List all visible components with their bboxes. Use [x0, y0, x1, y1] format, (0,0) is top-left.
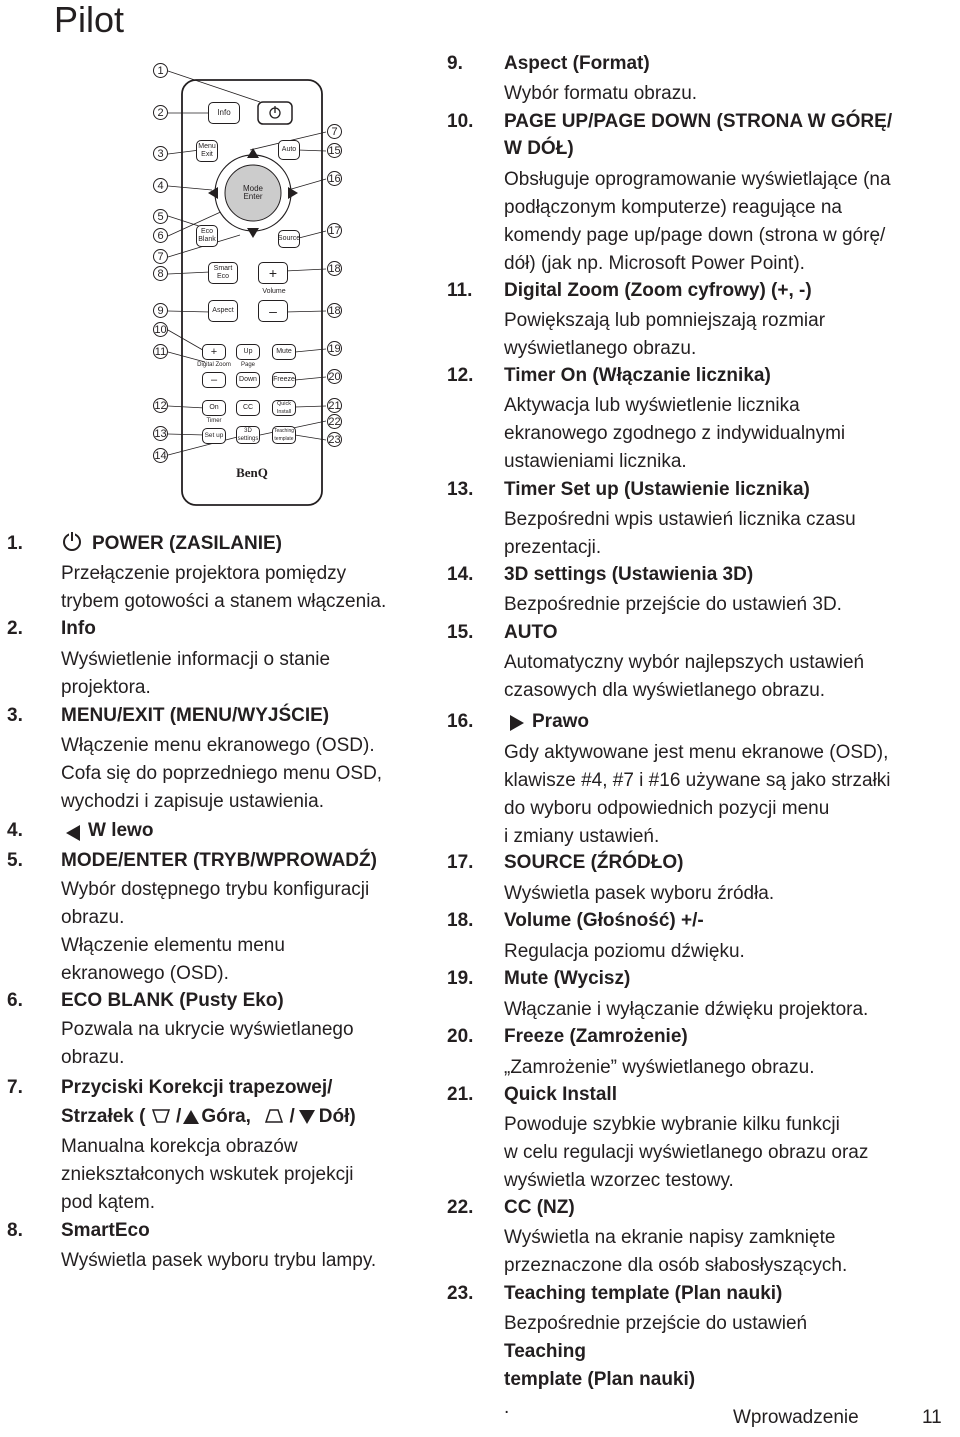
item-12-number: 12.	[447, 365, 474, 386]
item-11-number: 11.	[447, 280, 473, 301]
page-label: Page	[240, 362, 255, 368]
volume-label: Volume	[262, 288, 286, 295]
item-3-description: Włączenie menu ekranowego (OSD). Cofa się do poprzedniego menu OSD, wychodzi i zapisuje ustawienia.	[61, 735, 383, 812]
item-8-description: Wyświetla pasek wyboru trybu lampy.	[61, 1250, 377, 1271]
timer-set-up-button[interactable]: Set up	[202, 428, 226, 444]
item-13-number: 13.	[447, 479, 474, 500]
item-21-heading: Quick Install	[504, 1084, 617, 1105]
page-title: Pilot	[54, 0, 125, 40]
mute-button[interactable]: Mute	[272, 344, 296, 360]
item-18-description: Regulacja poziomu dźwięku.	[504, 941, 745, 962]
item-9-heading: Aspect (Format)	[504, 53, 650, 74]
callout-17: 17	[328, 224, 341, 237]
info-button[interactable]: Info	[208, 102, 240, 124]
left-arrow-icon	[66, 825, 80, 841]
up-arrow-icon	[183, 1110, 199, 1124]
callout-3: 3	[153, 146, 168, 161]
item-15-heading: AUTO	[504, 622, 558, 643]
callout-1: 1	[153, 63, 168, 78]
auto-button[interactable]: Auto	[278, 140, 300, 160]
footer-page-number: 11	[922, 1407, 942, 1428]
zoom-plus-button[interactable]: +	[202, 344, 226, 360]
item-21-description: Powoduje szybkie wybranie kilku funkcji w celu regulacji wyświetlanego obrazu oraz wyświetla wzorzec testowy.	[504, 1114, 869, 1191]
page-up-button[interactable]: Up	[236, 344, 260, 360]
callout-13: 13	[154, 427, 167, 440]
smart-eco-button[interactable]: Smart Eco	[208, 262, 238, 284]
item-23-number: 23.	[447, 1283, 474, 1304]
callout-18b: 18	[328, 304, 341, 317]
keystone-down-icon	[264, 1108, 284, 1124]
callout-2: 2	[153, 105, 168, 120]
item-11-heading: Digital Zoom (Zoom cyfrowy) (+, -)	[504, 280, 812, 301]
3d-settings-button[interactable]: 3D settings	[237, 428, 259, 442]
callout-15: 15	[328, 144, 341, 157]
item-11-description: Powiększają lub pomniejszają rozmiar wyświetlanego obrazu.	[504, 310, 826, 359]
item-20-heading: Freeze (Zamrożenie)	[504, 1026, 688, 1047]
item-7-heading-line2: Strzałek ( / Góra, / Dół)	[61, 1106, 356, 1127]
volume-minus-button[interactable]: –	[258, 300, 288, 322]
callout-11: 11	[154, 345, 167, 358]
item-12-heading: Timer On (Włączanie licznika)	[504, 365, 771, 386]
item-8-heading: SmartEco	[61, 1220, 150, 1241]
callout-16: 16	[328, 172, 341, 185]
item-16-description: Gdy aktywowane jest menu ekranowe (OSD), klawisze #4, #7 i #16 używane są jako strzałki do wyboru odpowiednich pozycji menu i zmiany ustawień.	[504, 742, 891, 847]
item-18-number: 18.	[447, 910, 474, 931]
item-1-number: 1.	[7, 533, 23, 554]
callout-14: 14	[154, 449, 167, 462]
item-14-number: 14.	[447, 564, 474, 585]
item-13-heading: Timer Set up (Ustawienie licznika)	[504, 479, 810, 500]
teaching-template-button[interactable]: Teaching template	[273, 428, 294, 442]
item-15-number: 15.	[447, 622, 474, 643]
item-1-description: Przełączenie projektora pomiędzy trybem gotowości a stanem włączenia.	[61, 563, 387, 612]
timer-on-button[interactable]: On	[202, 400, 226, 416]
item-5-number: 5.	[7, 850, 23, 871]
item-7-number: 7.	[7, 1077, 23, 1098]
item-21-number: 21.	[447, 1084, 474, 1105]
item-15-description: Automatyczny wybór najlepszych ustawień czasowych dla wyświetlanego obrazu.	[504, 652, 865, 701]
item-20-description: „Zamrożenie” wyświetlanego obrazu.	[504, 1057, 815, 1078]
item-1-heading: POWER (ZASILANIE)	[92, 533, 282, 554]
item-17-heading: SOURCE (ŹRÓDŁO)	[504, 852, 684, 873]
item-6-description: Pozwala na ukrycie wyświetlanego obrazu.	[61, 1019, 354, 1068]
item-19-heading: Mute (Wycisz)	[504, 968, 631, 989]
item-3-number: 3.	[7, 705, 23, 726]
item-2-number: 2.	[7, 618, 23, 639]
quick-install-button[interactable]: Quick Install	[272, 400, 296, 416]
item-3-heading: MENU/EXIT (MENU/WYJŚCIE)	[61, 705, 330, 726]
callout-9: 9	[153, 303, 168, 318]
item-19-number: 19.	[447, 968, 474, 989]
callout-18: 18	[328, 262, 341, 275]
callout-7-right: 7	[327, 124, 342, 139]
menu-exit-button[interactable]: Menu Exit	[196, 140, 218, 162]
item-16-heading: Prawo	[532, 711, 590, 732]
callout-20: 20	[328, 370, 341, 383]
callout-22: 22	[328, 415, 341, 428]
item-10-number: 10.	[447, 111, 474, 132]
item-5-description: Wybór dostępnego trybu konfiguracji obrazu. Włączenie elementu menu ekranowego (OSD).	[61, 879, 370, 984]
item-23-heading: Teaching template (Plan nauki)	[504, 1283, 783, 1304]
callout-19: 19	[328, 342, 341, 355]
item-9-number: 9.	[447, 53, 463, 74]
keystone-up-icon	[151, 1108, 171, 1124]
item-13-description: Bezpośredni wpis ustawień licznika czasu prezentacji.	[504, 509, 856, 558]
callout-21: 21	[328, 399, 341, 412]
item-4-number: 4.	[7, 820, 23, 841]
callout-7: 7	[153, 249, 168, 264]
cc-button[interactable]: CC	[236, 400, 260, 416]
footer-section-name: Wprowadzenie	[733, 1407, 859, 1428]
item-16-number: 16.	[447, 711, 474, 732]
left-column	[0, 0, 440, 1300]
callout-12: 12	[154, 399, 167, 412]
down-arrow-icon	[299, 1110, 315, 1124]
callout-10: 10	[154, 323, 167, 336]
callout-23: 23	[328, 433, 341, 446]
volume-plus-button[interactable]: +	[258, 262, 288, 284]
item-17-number: 17.	[447, 852, 474, 873]
callout-4: 4	[153, 178, 168, 193]
digital-zoom-label: Digital Zoom	[197, 362, 231, 368]
item-10-heading: PAGE UP/PAGE DOWN (STRONA W GÓRĘ/	[504, 111, 893, 132]
item-7-heading: Przyciski Korekcji trapezowej/	[61, 1077, 333, 1098]
item-22-description: Wyświetla na ekranie napisy zamknięte przeznaczone dla osób słabosłyszących.	[504, 1227, 848, 1276]
item-20-number: 20.	[447, 1026, 474, 1047]
item-19-description: Włączanie i wyłączanie dźwięku projektora.	[504, 999, 869, 1020]
item-22-heading: CC (NZ)	[504, 1197, 575, 1218]
eco-blank-button[interactable]: Eco Blank	[196, 225, 218, 247]
item-9-description: Wybór formatu obrazu.	[504, 83, 698, 104]
item-6-number: 6.	[7, 990, 23, 1011]
item-4-heading: W lewo	[88, 820, 154, 841]
item-8-number: 8.	[7, 1220, 23, 1241]
callout-8: 8	[153, 266, 168, 281]
item-23-description: Bezpośrednie przejście do ustawień Teaching template (Plan nauki) .	[504, 1313, 808, 1418]
item-6-heading: ECO BLANK (Pusty Eko)	[61, 990, 284, 1011]
page-down-button[interactable]: Down	[236, 372, 260, 388]
timer-label: Timer	[206, 418, 222, 424]
item-12-description: Aktywacja lub wyświetlenie licznika ekranowego zgodnego z indywidualnymi ustawieniami licznika.	[504, 395, 846, 472]
item-18-heading: Volume (Głośność) +/-	[504, 910, 704, 931]
item-22-number: 22.	[447, 1197, 474, 1218]
item-10-description: Obsługuje oprogramowanie wyświetlające (na podłączonym komputerze) reagujące na komendy page up/page down (strona w górę/ dół) (jak np. Microsoft Power Point).	[504, 169, 891, 274]
item-2-heading: Info	[61, 618, 96, 639]
mode-enter-button[interactable]: Mode Enter	[242, 184, 263, 201]
brand-logo: BenQ	[236, 465, 268, 480]
callout-6: 6	[153, 228, 168, 243]
item-14-heading: 3D settings (Ustawienia 3D)	[504, 564, 754, 585]
freeze-button[interactable]: Freeze	[272, 372, 296, 388]
right-arrow-icon	[510, 715, 524, 731]
zoom-minus-button[interactable]: –	[202, 372, 226, 388]
item-2-description: Wyświetlenie informacji o stanie projektora.	[61, 649, 331, 698]
item-5-heading: MODE/ENTER (TRYB/WPROWADŹ)	[61, 850, 377, 871]
power-icon	[61, 530, 83, 552]
item-10-heading-line2: W DÓŁ)	[504, 138, 574, 159]
callout-5: 5	[153, 209, 168, 224]
source-button[interactable]: Source	[278, 230, 300, 248]
item-17-description: Wyświetla pasek wyboru źródła.	[504, 883, 775, 904]
aspect-button[interactable]: Aspect	[208, 300, 238, 322]
item-14-description: Bezpośrednie przejście do ustawień 3D.	[504, 594, 842, 615]
item-7-description: Manualna korekcja obrazów zniekształconych wskutek projekcji pod kątem.	[61, 1136, 354, 1213]
